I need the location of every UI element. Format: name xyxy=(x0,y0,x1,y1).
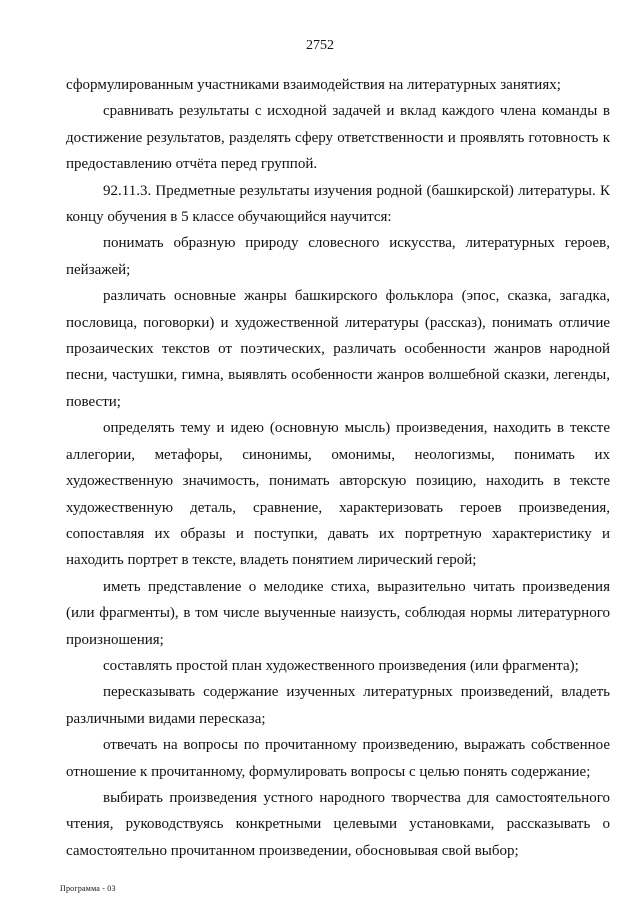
footer-program-label: Программа - 03 xyxy=(60,884,116,893)
paragraph-answer-questions: отвечать на вопросы по прочитанному произведению, выражать собственное отношение к прочитанному, формулировать вопросы с целью понять содержание; xyxy=(66,737,610,780)
paragraph-simple-plan: составлять простой план художественного произведения (или фрагмента); xyxy=(103,657,579,674)
page-number: 2752 xyxy=(306,38,334,53)
paragraph-understand-imagery: понимать образную природу словесного искусства, литературных героев, пейзажей; xyxy=(66,235,610,278)
paragraph-section-92-11-3: 92.11.3. Предметные результаты изучения родной (башкирской) литературы. К концу обучения в 5 классе обучающийся научится: xyxy=(66,182,610,226)
paragraph-retelling: пересказывать содержание изученных литературных произведений, владеть различными видами пересказа; xyxy=(66,684,610,727)
paragraph-genres: различать основные жанры башкирского фольклора (эпос, сказка, загадка, пословица, поговорки) и художественной литературы (рассказ), понимать отличие прозаических текстов от поэтических, различать особенности жанров народной песни, частушки, гимна, выявлять особенности жанров волшебной сказки, легенды, повести; xyxy=(66,288,610,410)
document-body xyxy=(66,72,610,864)
paragraph-continuation: сформулированным участниками взаимодействия на литературных занятиях; xyxy=(66,77,561,93)
paragraph-choose-works: выбирать произведения устного народного творчества для самостоятельного чтения, руководствуясь конкретными целевыми установками, рассказывать о самостоятельно прочитанном произведении, обосновывая свой выбор; xyxy=(66,789,610,859)
paragraph-melody-verse: иметь представление о мелодике стиха, выразительно читать произведения (или фрагменты), в том числе выученные наизусть, соблюдая нормы литературного произношения; xyxy=(66,578,610,648)
paragraph-compare-results: сравнивать результаты с исходной задачей и вклад каждого члена команды в достижение результатов, разделять сферу ответственности и проявлять готовность к предоставлению отчёта перед группой. xyxy=(66,103,610,173)
paragraph-theme-idea: определять тему и идею (основную мысль) произведения, находить в тексте аллегории, метафоры, синонимы, омонимы, неологизмы, понимать их художественную значимость, понимать авторскую позицию, находить в тексте художественную деталь, сравнение, характеризовать героев произведения, сопоставляя их образы и поступки, давать их портретную характеристику и находить портрет в тексте, владеть понятием лирический герой; xyxy=(66,420,610,569)
